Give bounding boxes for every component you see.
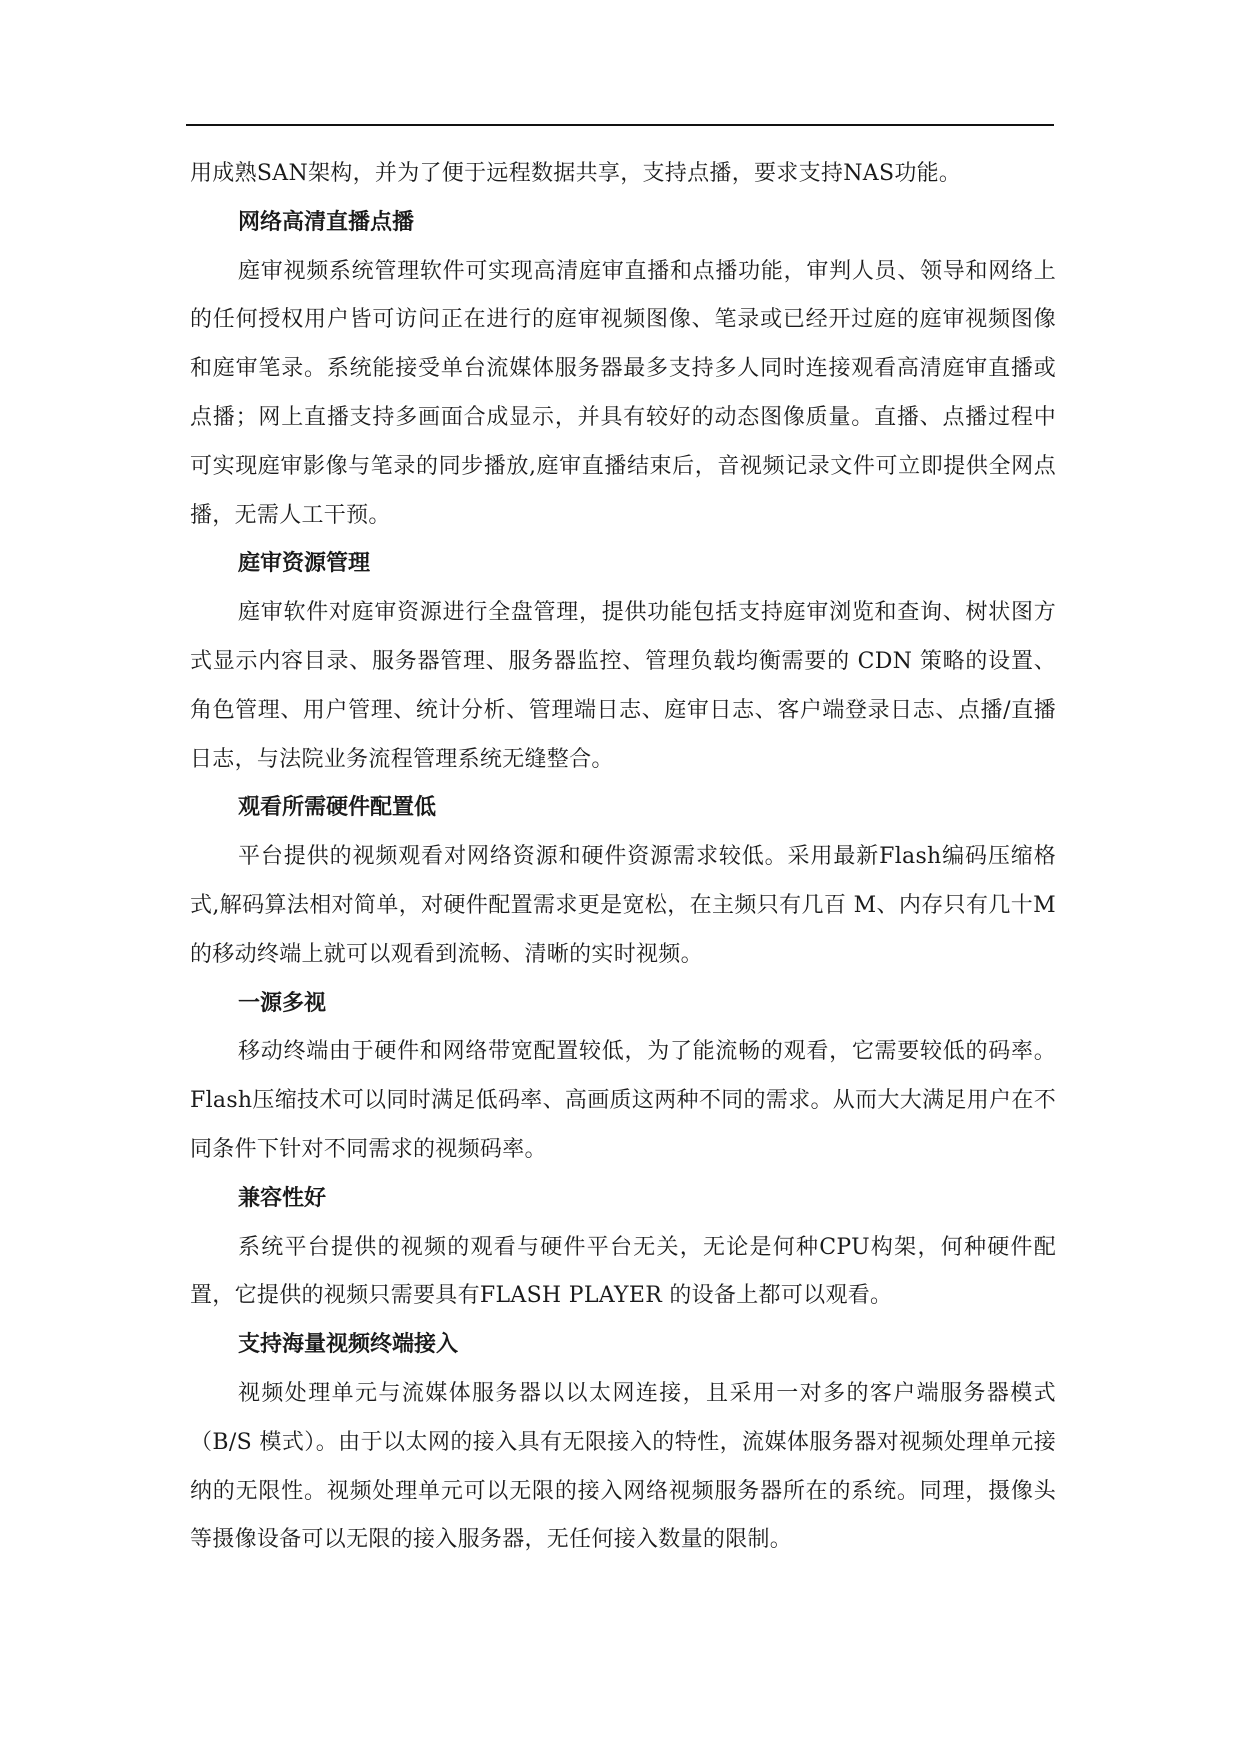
section-heading-massive-terminals: 支持海量视频终端接入 bbox=[238, 1332, 459, 1358]
section-body-resource-management: 庭审软件对庭审资源进行全盘管理，提供功能包括支持庭审浏览和查询、树状图方式显示内容目录、服务器管理、服务器监控、管理负载均衡需要的 CDN 策略的设置、角色管理、用户管理、统计分析、管理端日志、庭审日志、客户端登录日志、点播/直播日志，与法院业务流程管理系统无缝整合。 bbox=[190, 600, 1056, 772]
section-heading-compatibility: 兼容性好 bbox=[238, 1185, 327, 1211]
section-body-compatibility: 系统平台提供的视频的观看与硬件平台无关，无论是何种CPU构架，何种硬件配置，它提供的视频只需要具有FLASH PLAYER 的设备上都可以观看。 bbox=[190, 1234, 1056, 1309]
header-rule bbox=[186, 124, 1054, 126]
intro-paragraph: 用成熟SAN架构，并为了便于远程数据共享，支持点播，要求支持NAS功能。 bbox=[190, 161, 962, 186]
section-heading-low-hardware: 观看所需硬件配置低 bbox=[238, 795, 437, 821]
section-heading-resource-management: 庭审资源管理 bbox=[238, 551, 371, 577]
section-body-massive-terminals: 视频处理单元与流媒体服务器以以太网连接，且采用一对多的客户端服务器模式（B/S 模式）。由于以太网的接入具有无限接入的特性，流媒体服务器对视频处理单元接纳的无限性。视频处理单元可以无限的接入网络视频服务器所在的系统。同理，摄像头等摄像设备可以无限的接入服务器，无任何接入数量的限制。 bbox=[190, 1380, 1056, 1553]
section-body-live-vod: 庭审视频系统管理软件可实现高清庭审直播和点播功能，审判人员、领导和网络上的任何授权用户皆可访问正在进行的庭审视频图像、笔录或已经开过庭的庭审视频图像和庭审笔录。系统能接受单台流媒体服务器最多支持多人同时连接观看高清庭审直播或点播；网上直播支持多画面合成显示，并具有较好的动态图像质量。直播、点播过程中可实现庭审影像与笔录的同步播放,庭审直播结束后，音视频记录文件可立即提供全网点播，无需人工干预。 bbox=[190, 258, 1056, 528]
document-body bbox=[190, 150, 1056, 1565]
section-body-low-hardware: 平台提供的视频观看对网络资源和硬件资源需求较低。采用最新Flash编码压缩格式,解码算法相对简单，对硬件配置需求更是宽松，在主频只有几百 M、内存只有几十M的移动终端上就可以观看到流畅、清晰的实时视频。 bbox=[190, 844, 1056, 967]
section-heading-one-source-multi-view: 一源多视 bbox=[238, 990, 327, 1016]
section-heading-live-vod: 网络高清直播点播 bbox=[238, 209, 415, 235]
section-body-one-source-multi-view: 移动终端由于硬件和网络带宽配置较低，为了能流畅的观看，它需要较低的码率。Flash压缩技术可以同时满足低码率、高画质这两种不同的需求。从而大大满足用户在不同条件下针对不同需求的视频码率。 bbox=[190, 1039, 1056, 1162]
